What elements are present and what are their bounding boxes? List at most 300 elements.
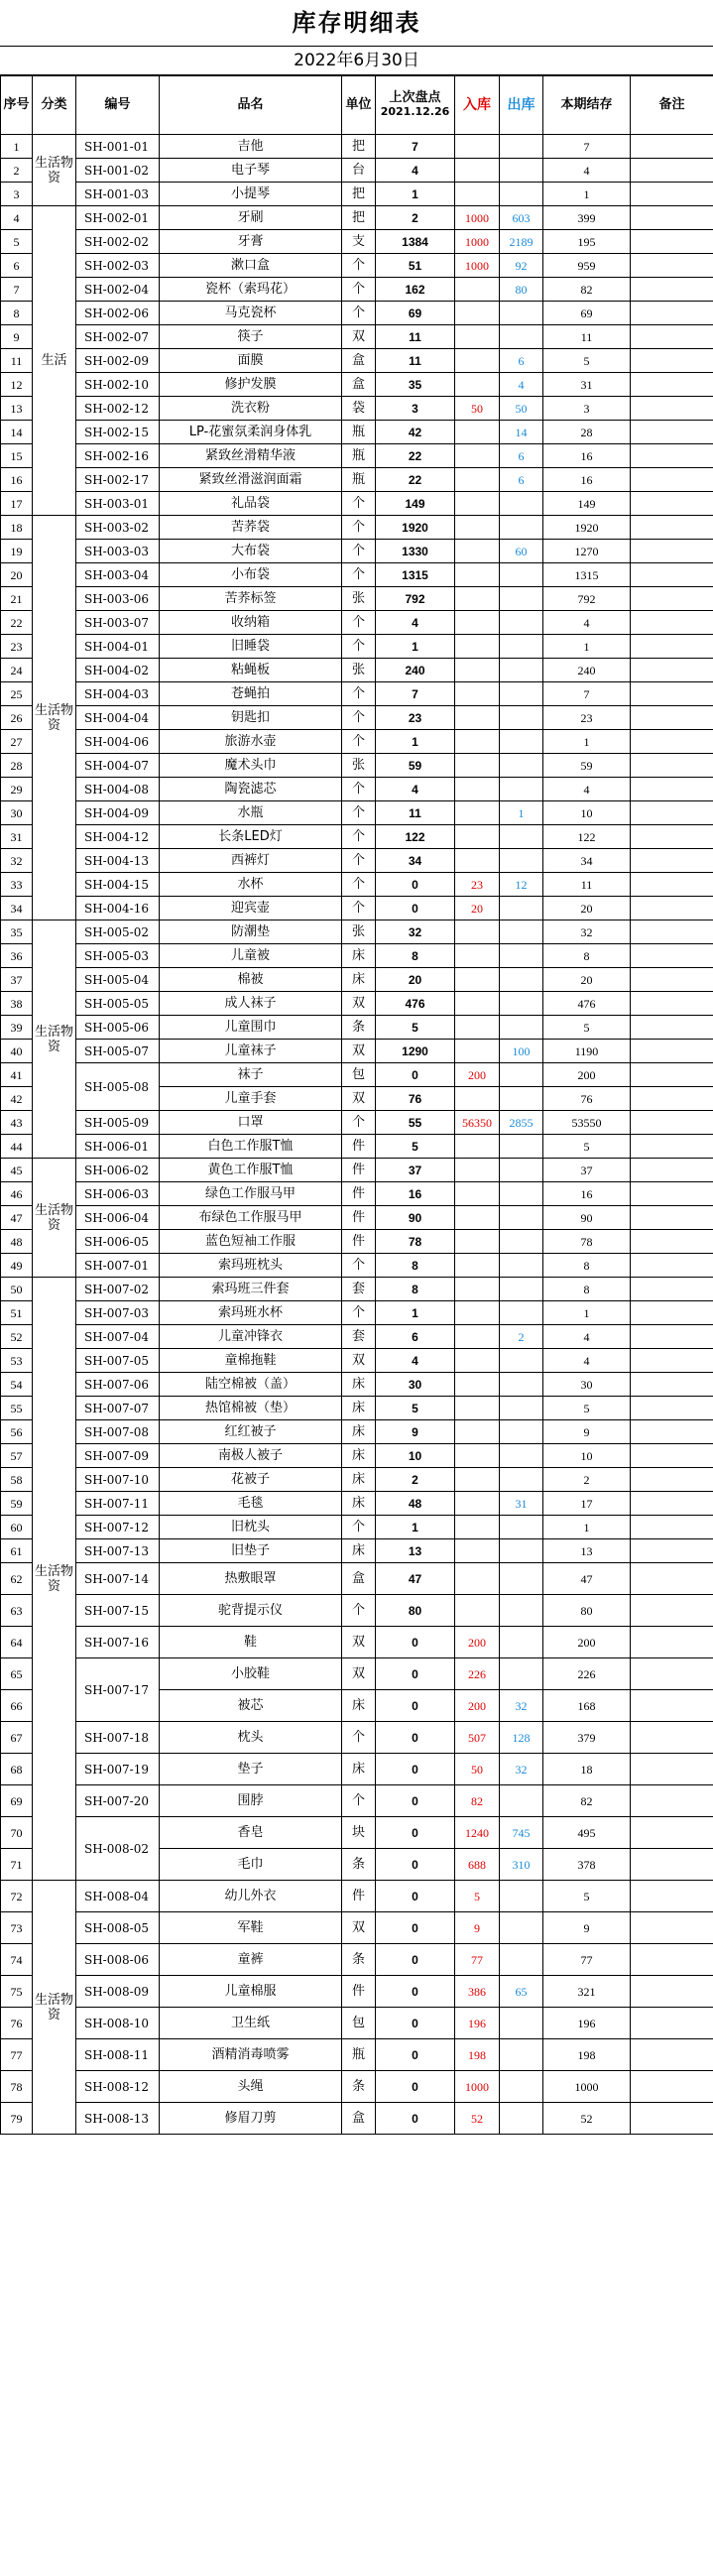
cell-out bbox=[500, 587, 543, 611]
cell-name: 口罩 bbox=[160, 1111, 342, 1135]
cell-last-count: 37 bbox=[376, 1159, 455, 1182]
cell-remark bbox=[631, 1881, 713, 1912]
cell-in bbox=[455, 540, 500, 563]
header-in: 入库 bbox=[455, 76, 500, 135]
cell-out bbox=[500, 1135, 543, 1159]
cell-remark bbox=[631, 1516, 713, 1539]
cell-last-count: 47 bbox=[376, 1563, 455, 1595]
header-end: 本期结存 bbox=[543, 76, 631, 135]
table-row bbox=[1, 1912, 713, 1944]
cell-in: 56350 bbox=[455, 1111, 500, 1135]
cell-name: 棉被 bbox=[160, 968, 342, 992]
cell-seq: 16 bbox=[1, 468, 33, 492]
cell-out bbox=[500, 1182, 543, 1206]
table-row bbox=[1, 1016, 713, 1040]
cell-remark bbox=[631, 1595, 713, 1627]
cell-in bbox=[455, 1492, 500, 1516]
cell-unit: 块 bbox=[342, 1817, 376, 1849]
cell-name: 小提琴 bbox=[160, 183, 342, 206]
table-row bbox=[1, 659, 713, 682]
cell-remark bbox=[631, 587, 713, 611]
cell-end: 30 bbox=[543, 1373, 631, 1397]
cell-code: SH-005-08 bbox=[76, 1063, 160, 1111]
cell-in bbox=[455, 754, 500, 778]
cell-end: 4 bbox=[543, 611, 631, 635]
cell-code: SH-004-03 bbox=[76, 682, 160, 706]
cell-unit: 盒 bbox=[342, 349, 376, 373]
cell-in bbox=[455, 1349, 500, 1373]
cell-seq: 36 bbox=[1, 944, 33, 968]
cell-name: 魔术头巾 bbox=[160, 754, 342, 778]
cell-out: 65 bbox=[500, 1976, 543, 2008]
cell-end: 90 bbox=[543, 1206, 631, 1230]
cell-seq: 61 bbox=[1, 1539, 33, 1563]
cell-name: 洗衣粉 bbox=[160, 397, 342, 421]
cell-name: 漱口盒 bbox=[160, 254, 342, 278]
table-row bbox=[1, 135, 713, 159]
cell-last-count: 2 bbox=[376, 206, 455, 230]
cell-remark bbox=[631, 373, 713, 397]
cell-last-count: 69 bbox=[376, 302, 455, 325]
cell-out: 603 bbox=[500, 206, 543, 230]
cell-code: SH-001-02 bbox=[76, 159, 160, 183]
cell-remark bbox=[631, 1040, 713, 1063]
cell-last-count: 78 bbox=[376, 1230, 455, 1254]
cell-out: 92 bbox=[500, 254, 543, 278]
cell-in bbox=[455, 421, 500, 444]
cell-in: 1000 bbox=[455, 230, 500, 254]
cell-out bbox=[500, 659, 543, 682]
cell-out bbox=[500, 635, 543, 659]
table-row bbox=[1, 1325, 713, 1349]
cell-last-count: 0 bbox=[376, 1849, 455, 1881]
cell-name: 马克瓷杯 bbox=[160, 302, 342, 325]
cell-code: SH-004-04 bbox=[76, 706, 160, 730]
table-row bbox=[1, 1563, 713, 1595]
cell-name: 花被子 bbox=[160, 1468, 342, 1492]
table-row bbox=[1, 611, 713, 635]
cell-out: 12 bbox=[500, 873, 543, 897]
cell-code: SH-008-02 bbox=[76, 1817, 160, 1881]
cell-remark bbox=[631, 1444, 713, 1468]
cell-seq: 9 bbox=[1, 325, 33, 349]
cell-unit: 件 bbox=[342, 1206, 376, 1230]
cell-unit: 个 bbox=[342, 778, 376, 801]
cell-unit: 个 bbox=[342, 611, 376, 635]
cell-seq: 68 bbox=[1, 1754, 33, 1785]
cell-out bbox=[500, 1278, 543, 1301]
cell-name: 幼儿外衣 bbox=[160, 1881, 342, 1912]
cell-out bbox=[500, 849, 543, 873]
table-row bbox=[1, 1254, 713, 1278]
cell-code: SH-004-01 bbox=[76, 635, 160, 659]
cell-in: 50 bbox=[455, 397, 500, 421]
cell-name: 儿童围巾 bbox=[160, 1016, 342, 1040]
table-row bbox=[1, 159, 713, 183]
cell-in bbox=[455, 1325, 500, 1349]
cell-in bbox=[455, 444, 500, 468]
cell-seq: 75 bbox=[1, 1976, 33, 2008]
cell-code: SH-006-05 bbox=[76, 1230, 160, 1254]
cell-remark bbox=[631, 1420, 713, 1444]
cell-remark bbox=[631, 1563, 713, 1595]
cell-unit: 条 bbox=[342, 1849, 376, 1881]
table-row bbox=[1, 1182, 713, 1206]
cell-seq: 19 bbox=[1, 540, 33, 563]
cell-last-count: 792 bbox=[376, 587, 455, 611]
cell-unit: 个 bbox=[342, 873, 376, 897]
cell-out bbox=[500, 611, 543, 635]
cell-in bbox=[455, 635, 500, 659]
cell-name: 香皂 bbox=[160, 1817, 342, 1849]
cell-code: SH-002-06 bbox=[76, 302, 160, 325]
cell-name: 白色工作服T恤 bbox=[160, 1135, 342, 1159]
cell-code: SH-004-12 bbox=[76, 825, 160, 849]
cell-out bbox=[500, 1595, 543, 1627]
cell-last-count: 0 bbox=[376, 897, 455, 920]
cell-name: 枕头 bbox=[160, 1722, 342, 1754]
cell-seq: 49 bbox=[1, 1254, 33, 1278]
cell-unit: 床 bbox=[342, 1492, 376, 1516]
cell-out bbox=[500, 778, 543, 801]
cell-code: SH-007-17 bbox=[76, 1658, 160, 1722]
cell-out bbox=[500, 135, 543, 159]
cell-end: 4 bbox=[543, 159, 631, 183]
cell-end: 1 bbox=[543, 1516, 631, 1539]
cell-name: 南极人被子 bbox=[160, 1444, 342, 1468]
cell-last-count: 51 bbox=[376, 254, 455, 278]
cell-code: SH-007-11 bbox=[76, 1492, 160, 1516]
cell-in: 200 bbox=[455, 1627, 500, 1658]
cell-out bbox=[500, 682, 543, 706]
table-row bbox=[1, 468, 713, 492]
cell-out bbox=[500, 1539, 543, 1563]
table-row bbox=[1, 278, 713, 302]
cell-name: 驼背提示仪 bbox=[160, 1595, 342, 1627]
table-row bbox=[1, 1063, 713, 1087]
cell-seq: 66 bbox=[1, 1690, 33, 1722]
cell-code: SH-008-09 bbox=[76, 1976, 160, 2008]
cell-name: 酒精消毒喷雾 bbox=[160, 2039, 342, 2071]
table-row bbox=[1, 1722, 713, 1754]
cell-unit: 瓶 bbox=[342, 468, 376, 492]
cell-end: 11 bbox=[543, 325, 631, 349]
cell-in: 1000 bbox=[455, 2071, 500, 2103]
cell-seq: 53 bbox=[1, 1349, 33, 1373]
cell-remark bbox=[631, 1627, 713, 1658]
cell-end: 495 bbox=[543, 1817, 631, 1849]
cell-in bbox=[455, 135, 500, 159]
cell-unit: 床 bbox=[342, 1397, 376, 1420]
cell-in bbox=[455, 706, 500, 730]
cell-in: 50 bbox=[455, 1754, 500, 1785]
cell-end: 10 bbox=[543, 1444, 631, 1468]
cell-out bbox=[500, 1785, 543, 1817]
cell-remark bbox=[631, 611, 713, 635]
table-row bbox=[1, 920, 713, 944]
cell-code: SH-007-03 bbox=[76, 1301, 160, 1325]
cell-seq: 58 bbox=[1, 1468, 33, 1492]
cell-in bbox=[455, 1595, 500, 1627]
cell-unit: 套 bbox=[342, 1325, 376, 1349]
cell-out: 100 bbox=[500, 1040, 543, 1063]
cell-seq: 23 bbox=[1, 635, 33, 659]
cell-in bbox=[455, 1444, 500, 1468]
cell-end: 240 bbox=[543, 659, 631, 682]
cell-last-count: 8 bbox=[376, 944, 455, 968]
cell-remark bbox=[631, 635, 713, 659]
cell-in bbox=[455, 302, 500, 325]
cell-unit: 个 bbox=[342, 1254, 376, 1278]
cell-in bbox=[455, 920, 500, 944]
table-row bbox=[1, 1159, 713, 1182]
cell-code: SH-002-01 bbox=[76, 206, 160, 230]
cell-last-count: 20 bbox=[376, 968, 455, 992]
cell-last-count: 4 bbox=[376, 1349, 455, 1373]
cell-in bbox=[455, 1254, 500, 1278]
cell-unit: 把 bbox=[342, 135, 376, 159]
cell-remark bbox=[631, 1182, 713, 1206]
cell-name: 头绳 bbox=[160, 2071, 342, 2103]
cell-out bbox=[500, 1063, 543, 1087]
cell-remark bbox=[631, 1373, 713, 1397]
cell-last-count: 48 bbox=[376, 1492, 455, 1516]
cell-remark bbox=[631, 2008, 713, 2039]
cell-last-count: 7 bbox=[376, 135, 455, 159]
cell-code: SH-007-06 bbox=[76, 1373, 160, 1397]
cell-end: 53550 bbox=[543, 1111, 631, 1135]
cell-seq: 34 bbox=[1, 897, 33, 920]
cell-out: 2189 bbox=[500, 230, 543, 254]
cell-last-count: 35 bbox=[376, 373, 455, 397]
cell-name: 筷子 bbox=[160, 325, 342, 349]
cell-name: 成人袜子 bbox=[160, 992, 342, 1016]
sheet-title: 库存明细表 bbox=[0, 0, 713, 47]
cell-seq: 78 bbox=[1, 2071, 33, 2103]
cell-seq: 17 bbox=[1, 492, 33, 516]
cell-unit: 双 bbox=[342, 1658, 376, 1690]
cell-name: 绿色工作服马甲 bbox=[160, 1182, 342, 1206]
cell-name: 修眉刀剪 bbox=[160, 2103, 342, 2135]
cell-code: SH-004-13 bbox=[76, 849, 160, 873]
cell-remark bbox=[631, 540, 713, 563]
cell-in bbox=[455, 349, 500, 373]
cell-last-count: 10 bbox=[376, 1444, 455, 1468]
cell-name: 陆空棉被（盖） bbox=[160, 1373, 342, 1397]
cell-out bbox=[500, 1254, 543, 1278]
cell-name: 黄色工作服T恤 bbox=[160, 1159, 342, 1182]
cell-in: 1240 bbox=[455, 1817, 500, 1849]
cell-end: 168 bbox=[543, 1690, 631, 1722]
cell-remark bbox=[631, 1785, 713, 1817]
cell-last-count: 0 bbox=[376, 1063, 455, 1087]
cell-out: 310 bbox=[500, 1849, 543, 1881]
cell-code: SH-002-15 bbox=[76, 421, 160, 444]
cell-end: 47 bbox=[543, 1563, 631, 1595]
cell-name: 儿童手套 bbox=[160, 1087, 342, 1111]
cell-unit: 个 bbox=[342, 492, 376, 516]
cell-remark bbox=[631, 1325, 713, 1349]
cell-remark bbox=[631, 1722, 713, 1754]
cell-seq: 56 bbox=[1, 1420, 33, 1444]
cell-end: 10 bbox=[543, 801, 631, 825]
cell-seq: 43 bbox=[1, 1111, 33, 1135]
cell-name: 热敷眼罩 bbox=[160, 1563, 342, 1595]
cell-last-count: 4 bbox=[376, 778, 455, 801]
cell-seq: 6 bbox=[1, 254, 33, 278]
cell-code: SH-005-03 bbox=[76, 944, 160, 968]
header-out: 出库 bbox=[500, 76, 543, 135]
cell-seq: 7 bbox=[1, 278, 33, 302]
cell-last-count: 11 bbox=[376, 801, 455, 825]
cell-unit: 套 bbox=[342, 1278, 376, 1301]
cell-name: 旧睡袋 bbox=[160, 635, 342, 659]
cell-name: 红红被子 bbox=[160, 1420, 342, 1444]
cell-code: SH-007-18 bbox=[76, 1722, 160, 1754]
cell-remark bbox=[631, 1849, 713, 1881]
cell-end: 4 bbox=[543, 1349, 631, 1373]
cell-code: SH-008-11 bbox=[76, 2039, 160, 2071]
cell-name: 长条LED灯 bbox=[160, 825, 342, 849]
cell-remark bbox=[631, 1912, 713, 1944]
inventory-table bbox=[0, 75, 713, 2135]
cell-code: SH-007-09 bbox=[76, 1444, 160, 1468]
cell-name: 西裤灯 bbox=[160, 849, 342, 873]
table-row bbox=[1, 254, 713, 278]
cell-in bbox=[455, 992, 500, 1016]
cell-remark bbox=[631, 397, 713, 421]
cell-in bbox=[455, 1539, 500, 1563]
cell-end: 476 bbox=[543, 992, 631, 1016]
cell-code: SH-001-03 bbox=[76, 183, 160, 206]
table-row bbox=[1, 1278, 713, 1301]
cell-remark bbox=[631, 659, 713, 682]
cell-code: SH-002-10 bbox=[76, 373, 160, 397]
cell-out bbox=[500, 516, 543, 540]
cell-remark bbox=[631, 1492, 713, 1516]
table-row bbox=[1, 1976, 713, 2008]
table-row bbox=[1, 1230, 713, 1254]
cell-unit: 件 bbox=[342, 1135, 376, 1159]
table-row bbox=[1, 492, 713, 516]
table-row bbox=[1, 1627, 713, 1658]
cell-seq: 5 bbox=[1, 230, 33, 254]
cell-code: SH-007-19 bbox=[76, 1754, 160, 1785]
cell-remark bbox=[631, 2071, 713, 2103]
cell-remark bbox=[631, 1349, 713, 1373]
cell-code: SH-007-08 bbox=[76, 1420, 160, 1444]
cell-unit: 双 bbox=[342, 1040, 376, 1063]
cell-unit: 个 bbox=[342, 1516, 376, 1539]
table-row bbox=[1, 206, 713, 230]
cell-end: 1190 bbox=[543, 1040, 631, 1063]
table-row bbox=[1, 1658, 713, 1690]
cell-name: LP-花蜜氛柔润身体乳 bbox=[160, 421, 342, 444]
cell-in bbox=[455, 373, 500, 397]
cell-last-count: 3 bbox=[376, 397, 455, 421]
cell-seq: 70 bbox=[1, 1817, 33, 1849]
cell-remark bbox=[631, 135, 713, 159]
cell-unit: 包 bbox=[342, 1063, 376, 1087]
cell-out bbox=[500, 968, 543, 992]
cell-in bbox=[455, 849, 500, 873]
cell-in bbox=[455, 278, 500, 302]
cell-seq: 20 bbox=[1, 563, 33, 587]
cell-end: 16 bbox=[543, 468, 631, 492]
cell-seq: 76 bbox=[1, 2008, 33, 2039]
cell-unit: 瓶 bbox=[342, 2039, 376, 2071]
cell-seq: 57 bbox=[1, 1444, 33, 1468]
cell-end: 17 bbox=[543, 1492, 631, 1516]
cell-in bbox=[455, 1182, 500, 1206]
cell-last-count: 11 bbox=[376, 325, 455, 349]
cell-end: 1920 bbox=[543, 516, 631, 540]
cell-name: 小胶鞋 bbox=[160, 1658, 342, 1690]
cell-name: 紧致丝滑滋润面霜 bbox=[160, 468, 342, 492]
cell-code: SH-008-10 bbox=[76, 2008, 160, 2039]
header-remark: 备注 bbox=[631, 76, 713, 135]
table-row bbox=[1, 1492, 713, 1516]
cell-out bbox=[500, 1468, 543, 1492]
cell-unit: 个 bbox=[342, 801, 376, 825]
cell-unit: 台 bbox=[342, 159, 376, 183]
cell-remark bbox=[631, 1111, 713, 1135]
cell-remark bbox=[631, 349, 713, 373]
table-row bbox=[1, 873, 713, 897]
cell-last-count: 59 bbox=[376, 754, 455, 778]
cell-in bbox=[455, 1301, 500, 1325]
cell-in bbox=[455, 1135, 500, 1159]
cell-in bbox=[455, 325, 500, 349]
header-last-count-date: 2021.12.26 bbox=[380, 105, 450, 118]
cell-name: 热馆棉被（垫） bbox=[160, 1397, 342, 1420]
cell-remark bbox=[631, 1944, 713, 1976]
cell-end: 2 bbox=[543, 1468, 631, 1492]
table-row bbox=[1, 444, 713, 468]
cell-code: SH-004-02 bbox=[76, 659, 160, 682]
cell-out bbox=[500, 1627, 543, 1658]
cell-end: 76 bbox=[543, 1087, 631, 1111]
cell-end: 16 bbox=[543, 1182, 631, 1206]
cell-out: 6 bbox=[500, 468, 543, 492]
cell-end: 31 bbox=[543, 373, 631, 397]
cell-last-count: 240 bbox=[376, 659, 455, 682]
cell-last-count: 0 bbox=[376, 2039, 455, 2071]
cell-code: SH-005-02 bbox=[76, 920, 160, 944]
table-row bbox=[1, 1373, 713, 1397]
cell-unit: 个 bbox=[342, 1595, 376, 1627]
cell-last-count: 1315 bbox=[376, 563, 455, 587]
cell-last-count: 42 bbox=[376, 421, 455, 444]
cell-end: 1 bbox=[543, 183, 631, 206]
cell-name: 粘蝇板 bbox=[160, 659, 342, 682]
cell-last-count: 9 bbox=[376, 1420, 455, 1444]
cell-out: 6 bbox=[500, 444, 543, 468]
cell-out bbox=[500, 1301, 543, 1325]
cell-end: 122 bbox=[543, 825, 631, 849]
cell-code: SH-002-17 bbox=[76, 468, 160, 492]
cell-end: 11 bbox=[543, 873, 631, 897]
cell-remark bbox=[631, 1230, 713, 1254]
cell-seq: 15 bbox=[1, 444, 33, 468]
cell-seq: 74 bbox=[1, 1944, 33, 1976]
cell-last-count: 1 bbox=[376, 730, 455, 754]
cell-code: SH-004-15 bbox=[76, 873, 160, 897]
cell-name: 旅游水壶 bbox=[160, 730, 342, 754]
cell-remark bbox=[631, 1468, 713, 1492]
cell-seq: 47 bbox=[1, 1206, 33, 1230]
cell-name: 牙刷 bbox=[160, 206, 342, 230]
